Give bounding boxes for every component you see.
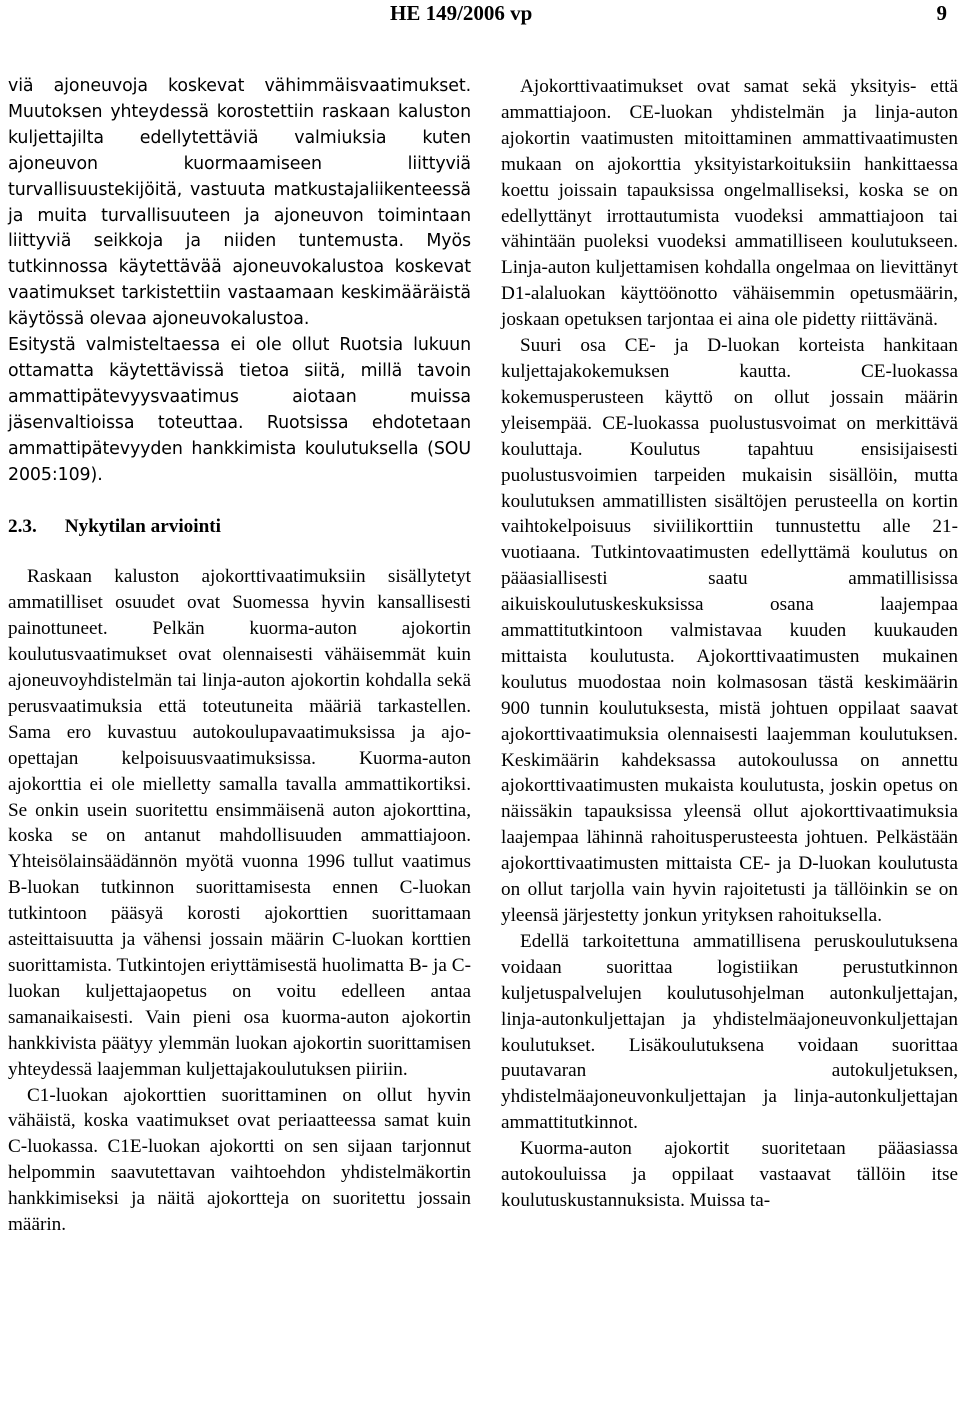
right-paragraph-3: Edellä tarkoitettuna ammatillisena peruskoulutuksena voidaan suorittaa logistiikan perustutkinnon kuljetuspalvelujen koulutusohjelman autonkuljettajan, linja-autonkuljettajan ja yhdistelmäajoneuvonkuljettajan koulutukset. Lisäkoulutuksena voidaan suorittaa puutavaran autokuljetuksen, yhdistelmäajoneuvonkuljettajan ja linja-autonkuljettajan ammattitutkinnot. xyxy=(501,930,958,1134)
left-paragraph-1: viä ajoneuvoja koskevat vähimmäisvaatimukset. Muutoksen yhteydessä korostettiin raskaan kaluston kuljettajilta edellytettäviä valmiuksia kuten ajoneuvon kuormaamiseen liittyviä turvallisuustekijöitä, vastuuta matkustajaliikenteessä ja muita turvallisuuteen ja ajoneuvon toimintaan liittyviä seikkoja ja niiden tuntemusta. Myös tutkinnossa käytettävää ajoneuvokalustoa koskevat vaatimukset tarkistettiin vastaamaan keskimääräistä käytössä olevaa ajoneuvokalustoa. xyxy=(8,76,471,330)
left-column xyxy=(8,74,471,1238)
left-paragraph-4: C1-luokan ajokorttien suorittaminen on ollut hyvin vähäistä, koska vaatimukset ovat periaatteessa samat kuin C-luokassa. C1E-luokan ajokortti on sen sijaan tarjonnut helpommin saavutettavan vaihtoehdon yhdistelmäkortin hankkimiseksi ja näitä ajokortteja on suoritettu jossain määrin. xyxy=(8,1084,471,1236)
section-heading-number: 2.3. xyxy=(8,515,37,537)
right-column xyxy=(501,74,958,1214)
page-number: 9 xyxy=(936,1,947,25)
page-header xyxy=(0,0,960,30)
left-paragraph-2: Esitystä valmisteltaessa ei ole ollut Ruotsia lukuun ottamatta käytettävissä tietoa siitä, millä tavoin ammattipätevyysvaatimus aiotaan muissa jäsenvaltioissa toteuttaa. Ruotsissa ehdotetaan ammattipätevyyden hankkimista koulutuksella (SOU 2005:109). xyxy=(8,335,471,485)
left-paragraph-3: Raskaan kaluston ajokorttivaatimuksiin sisällytetyt ammatilliset osuudet ovat Suomessa hyvin kansallisesti painottuneet. Pelkän kuorma-auton ajokortin koulutusvaatimukset ovat olennaisesti vähäisemmät kuin ajoneuvoyhdistelmän tai linja-auton ajokortin kohdalla sekä perusvaatimuksia että toteutuneita määriä tarkastellen. Sama ero kuvastuu autokoulupavaatimuksissa ja ajo-opettajan kelpoisuusvaatimuksissa. Kuorma-auton ajokorttia ei ole mielletty samalla tavalla ammattikortiksi. Se onkin usein suoritettu ensimmäisenä auton ajokorttina, koska se on antanut mahdollisuuden ammattiajoon. Yhteisölainsäädännön myötä vuonna 1996 tullut vaatimus B-luokan tutkinnon suorittamisesta ennen C-luokan tutkintoon pääsyä korosti ajokorttien suorittamaan asteittaisuutta ja vähensi jossain määrin C-luokan korttien suorittamista. Tutkintojen eriyttämisestä huolimatta B- ja C-luokan kuljettajaopetus on voitu edelleen antaa samanaikaisesti. Vain pieni osa kuorma-auton ajokortin hankkivista päätyy ylemmän luokan ajokortin suorittamisen yhteydessä laajemman kuljettajakoulutuksen piiriin. xyxy=(8,566,471,1080)
right-paragraph-1: Ajokorttivaatimukset ovat samat sekä yksityis- että ammattiajoon. CE-luokan yhdistelmän ja linja-auton ajokortin vaatimusten mitoittaminen ammattivaatimusten mukaan on ajokorttia yksityistarkoituksiin hankittaessa koettu joissain tapauksissa ongelmalliseksi, koska se on edellyttänyt irrottautumista vuodeksi ammattiajoon tai vähintään puoleksi vuodeksi ammatilliseen koulutukseen. Linja-auton kuljettamisen kohdalla ongelmaa on lievittänyt D1-alaluokan käyttöönotto vähäisemmin opetusmäärin, joskaan opetuksen tarjontaa ei aina ole pidetty riittävänä. xyxy=(501,76,958,331)
document-id: HE 149/2006 vp xyxy=(390,1,533,25)
section-heading xyxy=(8,514,471,540)
right-paragraph-2: Suuri osa CE- ja D-luokan korteista hankitaan kuljettajakokemuksen kautta. CE-luokassa kokemusperusteen käyttö on ollut jossain määrin yleisempää. CE-luokassa puolustusvoimat on merkittävä kouluttaja. Koulutus tapahtuu ensisijaisesti puolustusvoimien tarpeiden mukaisin sisällöin, mutta koulutuksen ammatillisten sisältöjen perusteella on kortin vaihtokelpoisuus siviilikorttiin tunnustettu alle 21-vuotiaana. Tutkintovaatimusten edellyttämä koulutus on pääasiallisesti saatu ammatillisissa aikuiskoulutuskeskuksissa osana laajempaa ammattitutkintoon valmistavaa kuuden kuukauden mittaista koulutusta. Ajokorttivaatimusten mukainen koulutus muodostaa noin kolmasosan tästä keskimäärin 900 tunnin koulutuksesta, mistä johtuen oppilaat saavat ajokorttivaatimuksia olennaisesti laajemman koulutuksen. Keskimäärin kahdeksassa autokoulussa on annettu ajokorttivaatimusten mukaista koulutusta, joskin opetus on näissäkin tapauksissa yleensä ollut ajokorttivaatimuksia laajempaa lähinnä rahoitusperusteesta johtuen. Pelkästään ajokorttivaatimusten mittaista CE- ja D-luokan koulutusta on ollut tarjolla vain hyvin rajoitetusti ja tällöinkin se on yleensä järjestetty jonkun yrityksen rahoituksella. xyxy=(501,335,958,926)
section-heading-title: Nykytilan arviointi xyxy=(64,515,221,537)
right-paragraph-4: Kuorma-auton ajokortit suoritetaan pääasiassa autokouluissa ja oppilaat vastaavat tällöin itse koulutuskustannuksista. Muissa ta- xyxy=(501,1138,958,1211)
